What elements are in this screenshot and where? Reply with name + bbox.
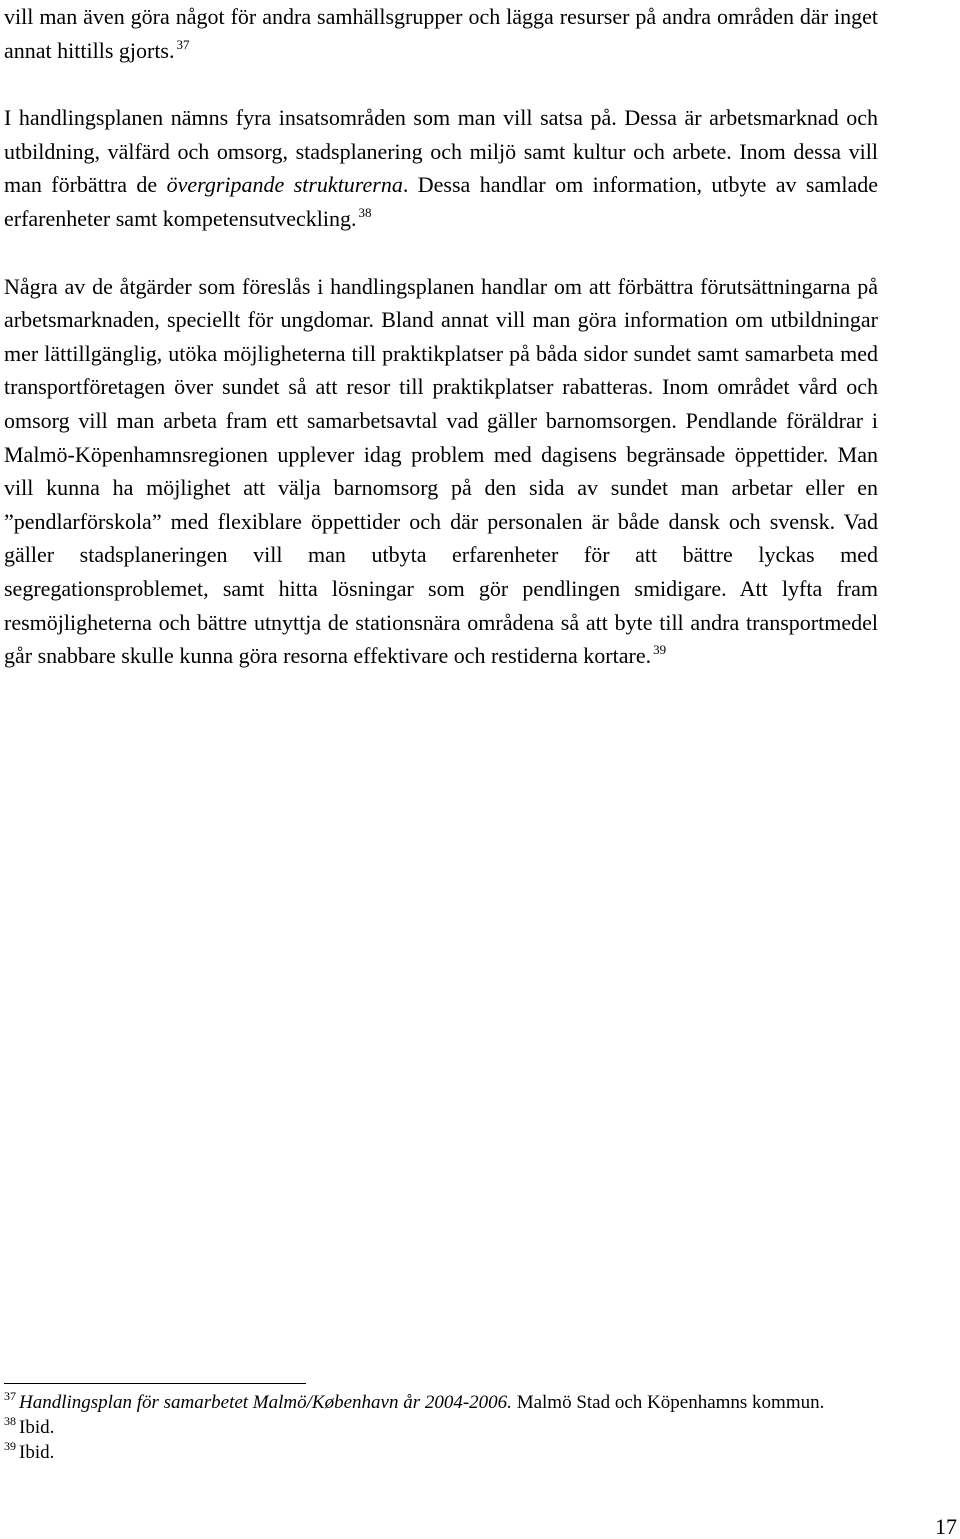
paragraph-1-text: vill man även göra något för andra samhällsgrupper och lägga resurser på andra områden där inget annat hittills gjorts. [4,4,878,63]
footnote-ref-37[interactable]: 37 [176,36,190,52]
footnote-text: Ibid. [19,1417,55,1438]
footnote-number: 37 [4,1389,16,1403]
footnote-38 [4,1415,944,1440]
footnote-number: 39 [4,1439,16,1453]
paragraph-1 [4,0,878,67]
footnote-text: Ibid. [19,1442,55,1463]
footnote-ref-38[interactable]: 38 [358,204,372,220]
footnotes [4,1383,944,1465]
paragraph-2-text-start: I handlingsplanen nämns fyra insatsområden som man vill satsa på. Dessa är arbetsmarknad och utbildning, välfärd och omsorg, stadsplanering och miljö samt kultur och arbete. Inom dessa vill man förbättra de [4,105,878,198]
paragraph-2-text-end: . Dessa handlar om information, utbyte av samlade erfarenheter samt kompetensutveckling. [4,172,878,231]
footnote-number: 38 [4,1414,16,1428]
footnote-37 [4,1390,944,1415]
footnote-ref-39[interactable]: 39 [653,642,667,658]
paragraph-2-emphasis: övergripande strukturerna [166,172,403,198]
paragraph-2 [4,101,878,235]
document-body [4,0,878,673]
page-number: 17 [935,1514,957,1539]
footnote-text: Malmö Stad och Köpenhamns kommun. [511,1392,825,1413]
paragraph-3-text: Några av de åtgärder som föreslås i handlingsplanen handlar om att förbättra förutsättningarna på arbetsmarknaden, speciellt för ungdomar. Bland annat vill man göra information om utbildningar mer lättillgänglig, utöka möjligheterna till praktikplatser på båda sidor sundet samt samarbeta med transportföretagen över sundet så att resor till praktikplatser rabatteras. Inom området vård och omsorg vill man arbeta fram ett samarbetsavtal vad gäller barnomsorgen. Pendlande föräldrar i Malmö-Köpenhamnsregionen upplever idag problem med dagisens begränsade öppettider. Man vill kunna ha möjlighet att välja barnomsorg på den sida av sundet man arbetar eller en ”pendlarförskola” med flexiblare öppettider och där personalen är både dansk och svensk. Vad gäller stadsplaneringen vill man utbyta erfarenheter för att bättre lyckas med segregationsproblemet, samt hitta lösningar som gör pendlingen smidigare. Att lyfta fram resmöjligheterna och bättre utnyttja de stationsnära områdena så att byte till andra transportmedel går snabbare skulle kunna göra resorna effektivare och restiderna kortare. [4,273,878,669]
footnote-source-title: Handlingsplan för samarbetet Malmö/København år 2004-2006. [19,1392,512,1413]
footnote-separator [4,1383,306,1384]
footnote-39 [4,1440,944,1465]
paragraph-3 [4,270,878,673]
